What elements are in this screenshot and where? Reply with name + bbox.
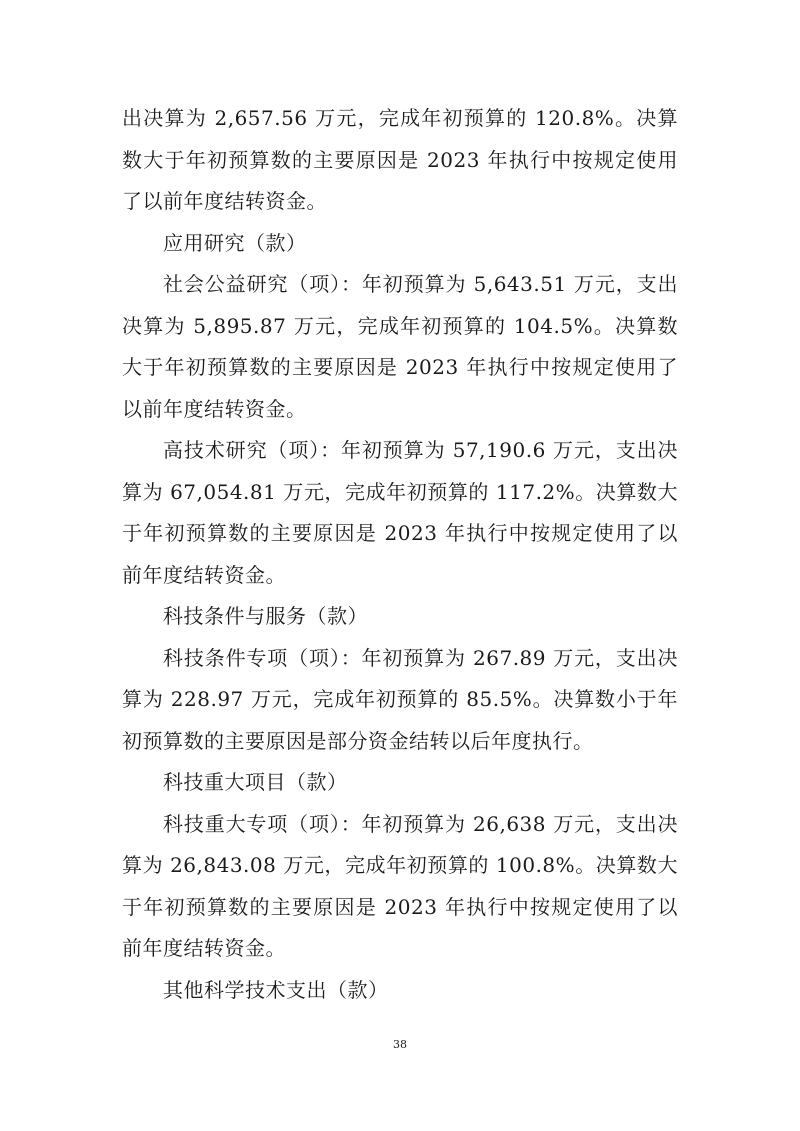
paragraph-high-tech-research: 高技术研究（项）：年初预算为 57,190.6 万元，支出决算为 67,054.81 万元，完成年初预算的 117.2%。决算数大于年初预算数的主要原因是 2023 年执行中按规定使用了以前年度结转资金。 bbox=[122, 438, 678, 587]
paragraph-social-public-research: 社会公益研究（项）：年初预算为 5,643.51 万元，支出决算为 5,895.87 万元，完成年初预算的 104.5%。决算数大于年初预算数的主要原因是 2023 年执行中按规定使用了以前年度结转资金。 bbox=[122, 272, 678, 421]
document-body bbox=[122, 98, 678, 1011]
paragraph-tech-conditions-special: 科技条件专项（项）：年初预算为 267.89 万元，支出决算为 228.97 万元，完成年初预算的 85.5%。决算数小于年初预算数的主要原因是部分资金结转以后年度执行。 bbox=[122, 645, 678, 753]
paragraph-continuation: 出决算为 2,657.56 万元，完成年初预算的 120.8%。决算数大于年初预算数的主要原因是 2023 年执行中按规定使用了以前年度结转资金。 bbox=[122, 106, 678, 213]
section-heading-applied-research: 应用研究（款） bbox=[163, 230, 307, 255]
section-heading-tech-conditions: 科技条件与服务（款） bbox=[163, 604, 368, 628]
paragraph-major-special-projects: 科技重大专项（项）：年初预算为 26,638 万元，支出决算为 26,843.08 万元，完成年初预算的 100.8%。决算数大于年初预算数的主要原因是 2023 年执行中按规定使用了以前年度结转资金。 bbox=[122, 811, 678, 960]
page-number: 38 bbox=[393, 1038, 407, 1051]
section-heading-other-expenditure: 其他科学技术支出（款） bbox=[163, 977, 389, 1002]
section-heading-major-projects: 科技重大项目（款） bbox=[163, 770, 348, 794]
